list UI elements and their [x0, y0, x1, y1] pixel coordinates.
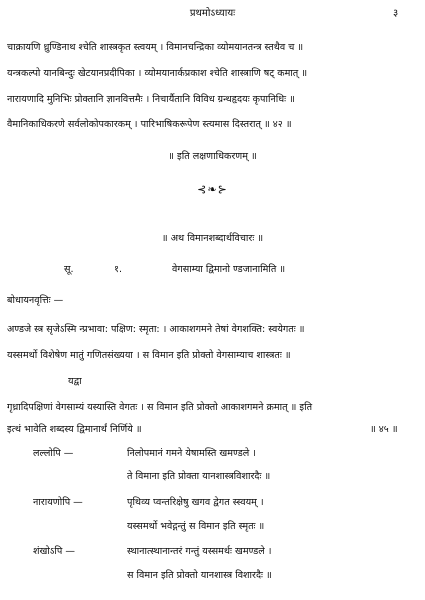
- sutra-number: १.: [114, 264, 123, 275]
- section-colophon: ॥ इति लक्षणाधिकरणम् ॥: [168, 151, 257, 162]
- commentary-line: अण्डजे स्त्र सृजेऽस्मि न्प्रभावा: पक्षिण: स्मृता: । आकाशगमने तेषां वेगशक्ति: स्वयेगतः ॥: [7, 324, 305, 335]
- verse-number: ॥ ४५ ॥: [370, 424, 398, 435]
- sutra-label: सू.: [64, 264, 74, 275]
- section-heading: ॥ अथ विमानशब्दार्थविचारः ॥: [161, 233, 264, 244]
- quote-speaker: शंखोऽपि —: [33, 546, 75, 557]
- quote-line: स विमान इति प्रोक्तो यानशास्त्र विशारदैः ॥: [127, 570, 272, 581]
- prose-line: गृध्रादिपक्षिणां वेगसाम्यं यस्यास्ति वेगतः । स विमान इति प्रोक्तो आकाशगमने क्रमात् ॥ इति: [7, 402, 313, 413]
- verse-line: यन्त्रकल्पो यानबिन्दुः खेटयानप्रदीपिका । व्योमयानार्कप्रकाश श्चेति शास्त्राणि षट् कमात् ॥: [7, 68, 308, 79]
- sutra-text: वेगसाम्या द्विमानो ण्डजानामिति ॥: [172, 264, 286, 275]
- verse-line: चाक्रायणि ध्रुण्डिनाथ श्चेति शास्त्रकृत स्त्वयम् । विमानचन्द्रिका व्योमयानतन्त्र स्तथैव च ॥: [7, 42, 304, 53]
- quote-line: यस्समर्थो भवेद्गन्तुं स विमान इति स्मृतः ॥: [127, 521, 265, 532]
- commentary-label: बोधायनवृत्तिः —: [7, 295, 64, 306]
- quote-speaker: लल्लोपि —: [33, 448, 74, 459]
- quote-speaker: नारायणोपि —: [33, 497, 83, 508]
- quote-line: स्थानात्स्थानान्तरं गन्तुं यस्समर्थः खमण्डले ।: [127, 546, 272, 557]
- yadva-label: यद्वा: [68, 376, 82, 387]
- commentary-line: यस्समर्थो विशेषेण मातुं गणितसंख्यया । स विमान इति प्रोक्तो वेगसाम्याच शास्त्रतः ॥: [7, 350, 291, 361]
- verse-line: नारायणादि मुनिभिः प्रोक्तानि ज्ञानवित्तमैः । निचार्यैतानि विविध ग्रन्थहृदयः कृपानिधिः ॥: [7, 94, 295, 105]
- prose-line: इत्थं भावेति शब्दस्य द्विमानार्थं निर्णिये ॥: [7, 424, 142, 435]
- page-number: ३: [393, 8, 399, 19]
- quote-line: ते विमाना इति प्रोक्ता यानशास्त्रविशारदैः ॥: [127, 471, 271, 482]
- running-header-title: प्रथमोऽध्यायः: [189, 8, 236, 19]
- ornament-divider: ⊰❧⊱: [197, 183, 228, 196]
- verse-line: वैमानिकाधिकरणे सर्वलोकोपकारकम् । पारिभाषिकरूपेण स्त्यमास दिस्तरात् ॥ ४२ ॥: [7, 119, 292, 130]
- quote-line: पृथिव्य प्वन्तरिक्षेषु खगव द्वेगत स्स्वयम् ।: [127, 497, 264, 508]
- quote-line: निलोपमानं गमने येषामस्ति खमण्डले ।: [127, 448, 256, 459]
